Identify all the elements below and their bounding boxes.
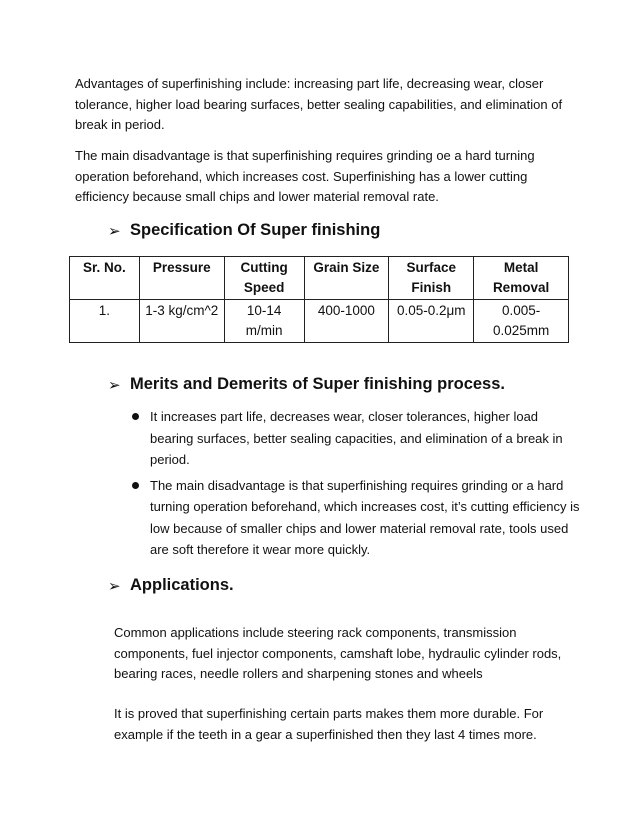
merits-heading-text: Merits and Demerits of Super finishing process.	[130, 375, 505, 393]
list-item-text: It increases part life, decreases wear, closer tolerances, higher load bearing surfaces, better sealing capacities, and elimination of a break in period.	[150, 409, 563, 467]
specification-table	[69, 256, 569, 343]
arrow-bullet-icon: ➢	[108, 577, 121, 595]
list-item	[120, 406, 580, 471]
merits-heading	[108, 375, 505, 394]
specification-heading	[108, 221, 380, 240]
bullet-dot-icon	[132, 482, 139, 489]
arrow-bullet-icon: ➢	[108, 376, 121, 394]
durability-paragraph: It is proved that superfinishing certain parts makes them more durable. For example if the teeth in a gear a superfinished then they last 4 times more.	[114, 706, 544, 742]
list-item	[120, 475, 580, 561]
column-header: Sr. No.	[70, 257, 140, 300]
table-cell: 10-14 m/min	[224, 300, 304, 343]
column-header: Pressure	[139, 257, 224, 300]
advantages-paragraph: Advantages of superfinishing include: increasing part life, decreasing wear, closer tolerance, higher load bearing surfaces, better sealing capabilities, and elimination of break in period.	[75, 76, 563, 132]
applications-paragraph: Common applications include steering rack components, transmission components, fuel injector components, camshaft lobe, hydraulic cylinder rods, bearing races, needle rollers and sharpening stones and wheels	[114, 625, 562, 681]
column-header: Cutting Speed	[224, 257, 304, 300]
bullet-dot-icon	[132, 413, 139, 420]
table-cell: 1.	[70, 300, 140, 343]
table-row	[70, 300, 569, 343]
arrow-bullet-icon: ➢	[108, 222, 121, 240]
table-cell: 0.05-0.2μm	[389, 300, 474, 343]
table-cell: 400-1000	[304, 300, 389, 343]
specification-heading-text: Specification Of Super finishing	[130, 221, 381, 239]
applications-heading-text: Applications.	[130, 576, 234, 594]
table-cell: 0.005-0.025mm	[474, 300, 569, 343]
table-header-row	[70, 257, 569, 300]
disadvantage-paragraph: The main disadvantage is that superfinishing requires grinding oe a hard turning operation beforehand, which increases cost. Superfinishing has a lower cutting efficiency because small chips and lower material removal rate.	[75, 148, 535, 204]
applications-heading	[108, 576, 234, 595]
column-header: Metal Removal	[474, 257, 569, 300]
list-item-text: The main disadvantage is that superfinishing requires grinding or a hard turning operation beforehand, which increases cost, it’s cutting efficiency is low because of smaller chips and lower material removal rate, tools used are soft therefore it wear more quickly.	[150, 477, 580, 557]
column-header: Surface Finish	[389, 257, 474, 300]
merits-list	[120, 406, 580, 565]
column-header: Grain Size	[304, 257, 389, 300]
table-cell: 1-3 kg/cm^2	[139, 300, 224, 343]
